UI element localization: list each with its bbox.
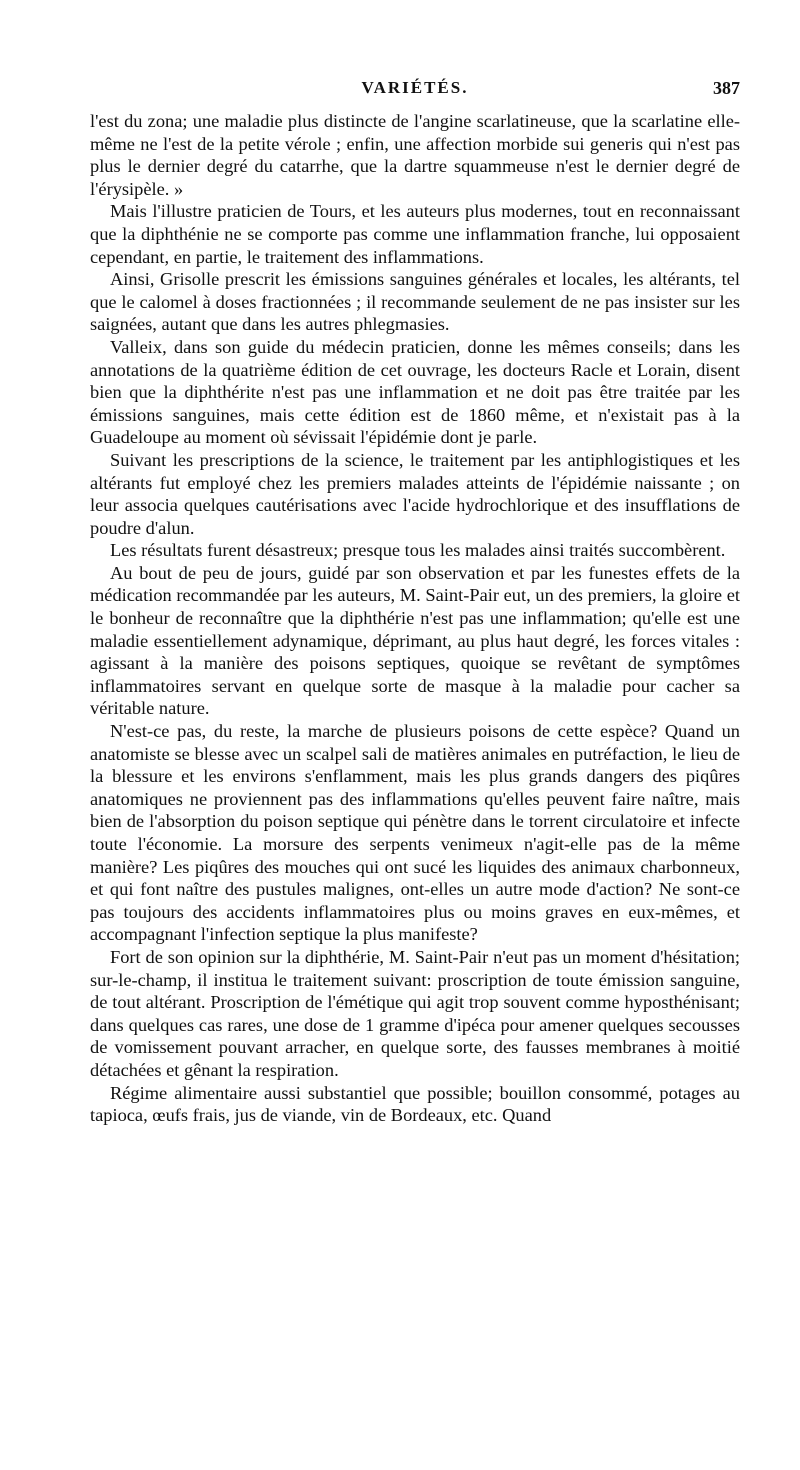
paragraph-10: Régime alimentaire aussi substantiel que possible; bouillon consommé, potages au tapioca, œufs frais, jus de viande, vin de Bordeaux, etc. Quand <box>90 1082 740 1126</box>
paragraph-7: Au bout de peu de jours, guidé par son observation et par les funestes effets de la médication recommandée par les auteurs, M. Saint-Pair eut, un des premiers, la gloire et le bonheur de reconnaître que la diphthérie n'est pas une inflammation; qu'elle est une maladie essentiellement adynamique, déprimant, au plus haut degré, les forces vitales : agissant à la manière des poisons septiques, quoique se revêtant de symptômes inflammatoires servant en quelque sorte de masque à la maladie pour cacher sa véritable nature. <box>90 562 740 719</box>
paragraph-3: Ainsi, Grisolle prescrit les émissions sanguines générales et locales, les altérants, tel que le calomel à doses fractionnées ; il recommande seulement de ne pas insister sur les saignées, autant que dans les autres phlegmasies. <box>90 269 740 335</box>
paragraph-5: Suivant les prescriptions de la science, le traitement par les antiphlogistiques et les altérants fut employé chez les premiers malades atteints de l'épidémie naissante ; on leur associa quelques cautérisations avec l'acide hydrochlorique et des insufflations de poudre d'alun. <box>90 449 740 538</box>
paragraph-9: Fort de son opinion sur la diphthérie, M. Saint-Pair n'eut pas un moment d'hésitation; sur-le-champ, il institua le traitement suivant: proscription de toute émission sanguine, de tout altérant. Proscription de l'émétique qui agit trop souvent comme hyposthénisant; dans quelques cas rares, une dose de 1 gramme d'ipéca pour amener quelques secousses de vomissement pouvant arracher, en quelque sorte, des fausses membranes à moitié détachées et gênant la respiration. <box>90 946 740 1080</box>
running-head: VARIÉTÉS. <box>361 78 469 97</box>
page-number: 387 <box>713 78 740 98</box>
page-header <box>90 78 740 102</box>
paragraph-1: l'est du zona; une maladie plus distincte de l'angine scarlatineuse, que la scarlatine elle-même ne l'est de la petite vérole ; enfin, une affection morbide sui generis qui n'est pas plus le dernier degré du catarrhe, que la dartre squammeuse n'est le dernier degré de l'érysipèle. » <box>90 111 740 199</box>
paragraph-6: Les résultats furent désastreux; presque tous les malades ainsi traités succombèrent. <box>110 540 726 561</box>
paragraph-2: Mais l'illustre praticien de Tours, et les auteurs plus modernes, tout en reconnaissant que la diphthénie ne se comporte pas comme une inflammation franche, lui opposaient cependant, en partie, le traitement des inflammations. <box>90 201 740 267</box>
paragraph-4: Valleix, dans son guide du médecin praticien, donne les mêmes conseils; dans les annotations de la quatrième édition de cet ouvrage, les docteurs Racle et Lorain, disent bien que la diphthérite n'est pas une inflammation et ne doit pas être traitée par les émissions sanguines, mais cette édition est de 1860 même, et n'existait pas à la Guadeloupe au moment où sévissait l'épidémie dont je parle. <box>90 336 740 448</box>
paragraph-8: N'est-ce pas, du reste, la marche de plusieurs poisons de cette espèce? Quand un anatomiste se blesse avec un scalpel sali de matières animales en putréfaction, le lieu de la blessure et les environs s'enflamment, mais les plus grands dangers des piqûres anatomiques ne proviennent pas des inflammations qu'elles peuvent faire naître, mais bien de l'absorption du poison septique qui pénètre dans le torrent circulatoire et infecte toute l'économie. La morsure des serpents venimeux n'agit-elle pas de la même manière? Les piqûres des mouches qui ont sucé les liquides des animaux charbonneux, et qui font naître des pustules malignes, ont-elles un autre mode d'action? Ne sont-ce pas toujours des accidents inflammatoires plus ou moins graves en eux-mêmes, et accompagnant l'infection septique la plus manifeste? <box>90 721 740 945</box>
body-text <box>90 110 740 1127</box>
